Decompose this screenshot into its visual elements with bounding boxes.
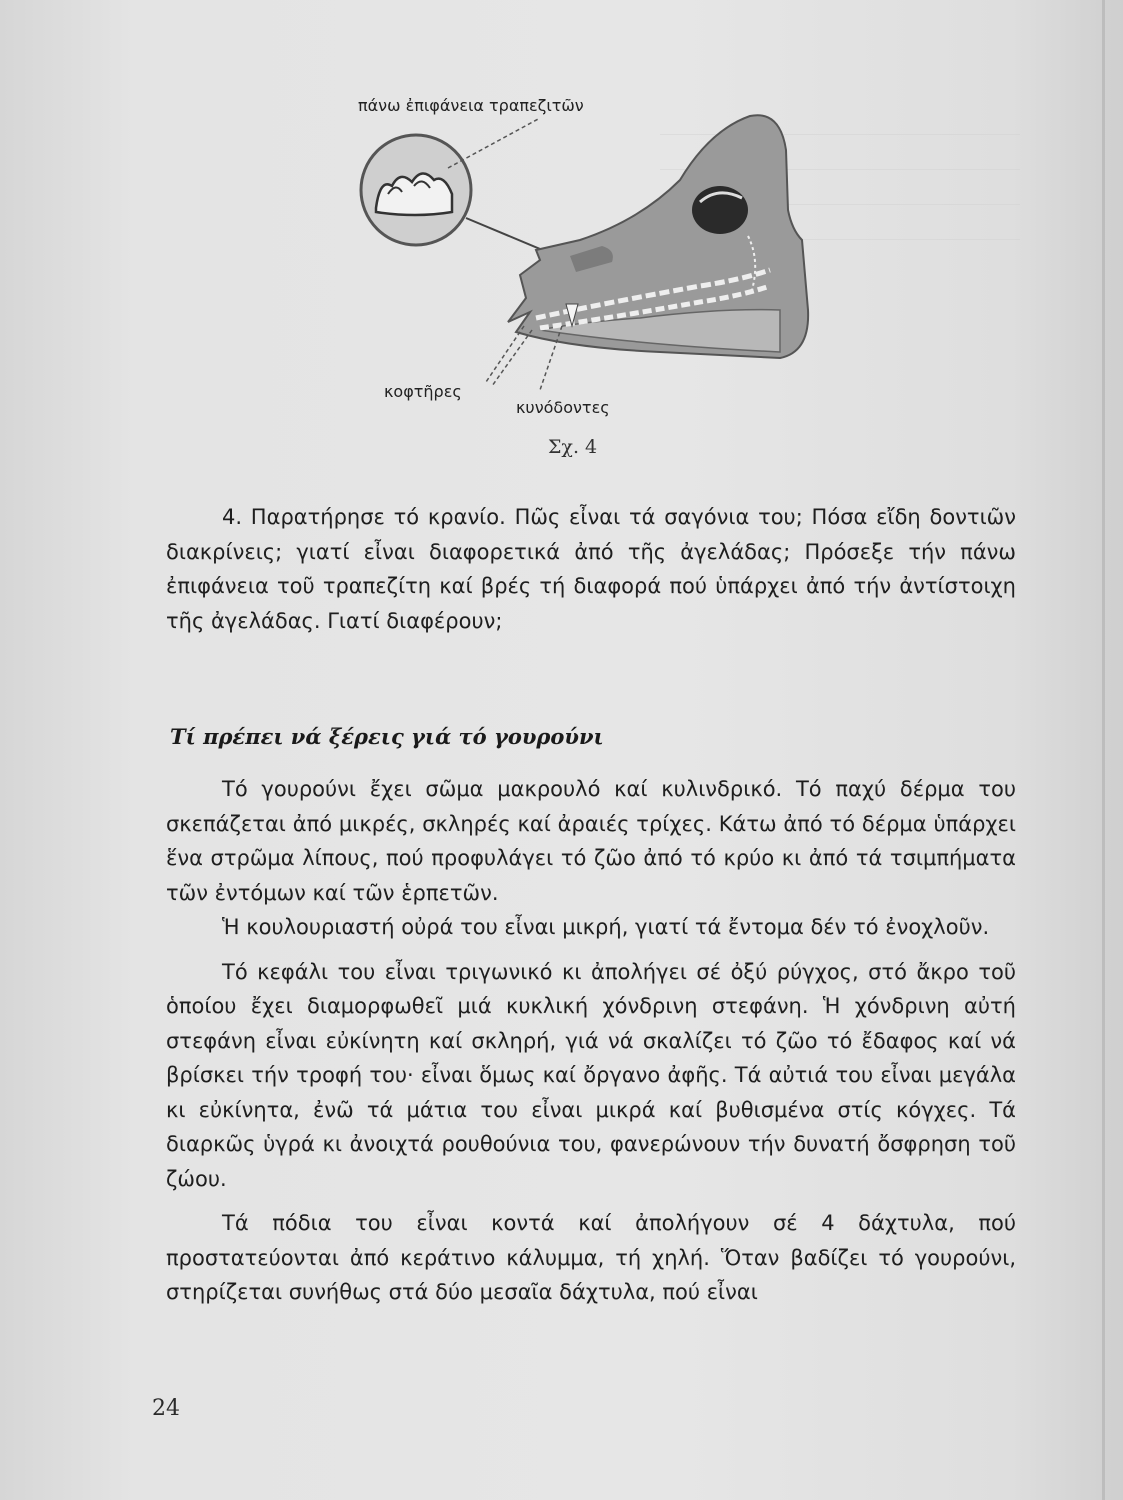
page-edge-shadow bbox=[1102, 0, 1105, 1500]
figure-caption: Σχ. 4 bbox=[548, 436, 598, 458]
label-upper-molar-surface: πάνω ἐπιφάνεια τραπεζιτῶν bbox=[358, 96, 584, 115]
section-body bbox=[166, 772, 1016, 1310]
section-heading: Τί πρέπει νά ξέρεις γιά τό γουρούνι bbox=[170, 724, 604, 749]
page-number: 24 bbox=[152, 1396, 180, 1421]
paragraph-legs: Τά πόδια του εἶναι κοντά καί ἀπολήγουν σέ 4 δάχτυλα, πού προστατεύονται ἀπό κεράτινο κάλυμμα, τή χηλή. Ὅταν βαδίζει τό γουρούνι, στηρίζεται συνήθως στά δύο μεσαῖα δάχτυλα, πού εἶναι bbox=[166, 1211, 1016, 1304]
paragraph-head: Τό κεφάλι του εἶναι τριγωνικό κι ἀπολήγει σέ ὀξύ ρύγχος, στό ἄκρο τοῦ ὁποίου ἔχει διαμορφωθεῖ μιά κυκλική χόνδρινη στεφάνη. Ἡ χόνδρινη αὐτή στεφάνη εἶναι εὐκίνητη καί σκληρή, γιά νά σκαλίζει τό ζῶο τό ἔδαφος καί νά βρίσκει τήν τροφή του· εἶναι ὅμως καί ὄργανο ἀφῆς. Τά αὐτιά του εἶναι μεγάλα κι εὐκίνητα, ἐνῶ τά μάτια του εἶναι μικρά καί βυθισμένα στίς κόγχες. Τά διαρκῶς ὑγρά κι ἀνοιχτά ρουθούνια του, φανερώνουν τήν δυνατή ὄσφρηση τοῦ ζώου. bbox=[166, 959, 1016, 1191]
pig-skull-figure bbox=[340, 90, 820, 470]
question-paragraph: 4. Παρατήρησε τό κρανίο. Πῶς εἶναι τά σαγόνια του; Πόσα εἴδη δοντιῶν διακρίνεις; γιατί εἶναι διαφορετικά ἀπό τῆς ἀγελάδας; Πρόσεξε τήν πάνω ἐπιφάνεια τοῦ τραπεζίτη καί βρές τή διαφορά πού ὑπάρχει ἀπό τήν ἀντίστοιχη τῆς ἀγελάδας. Γιατί διαφέρουν; bbox=[166, 505, 1016, 633]
paragraph-tail: Ἡ κουλουριαστή οὐρά του εἶναι μικρή, γιατί τά ἔντομα δέν τό ἐνοχλοῦν. bbox=[222, 915, 990, 939]
paragraph-body-skin: Τό γουρούνι ἔχει σῶμα μακρουλό καί κυλινδρικό. Τό παχύ δέρμα του σκεπάζεται ἀπό μικρές, σκληρές καί ἀραιές τρίχες. Κάτω ἀπό τό δέρμα ὑπάρχει ἕνα στρῶμα λίπους, πού προφυλάγει τό ζῶο ἀπό τό κρύο κι ἀπό τά τσιμπήματα τῶν ἐντόμων καί τῶν ἑρπετῶν. bbox=[166, 777, 1016, 905]
label-incisors: κοφτῆρες bbox=[384, 382, 462, 401]
exercise-question bbox=[166, 500, 1016, 638]
label-canines: κυνόδοντες bbox=[516, 398, 610, 417]
